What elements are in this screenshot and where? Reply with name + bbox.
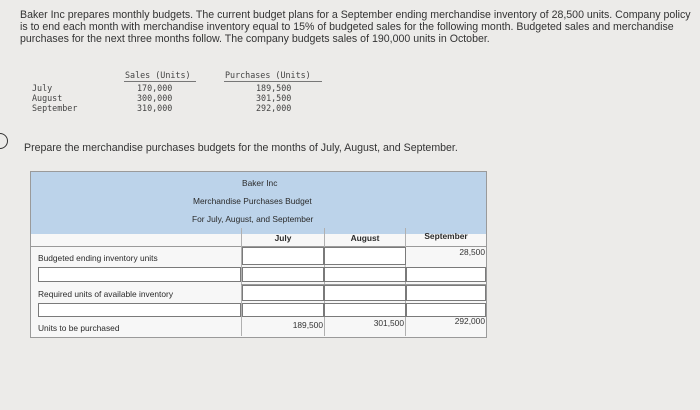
budget-subtitle: For July, August, and September xyxy=(192,214,314,224)
ending-inventory-august-input[interactable] xyxy=(324,247,406,265)
row-month: July xyxy=(32,83,53,93)
blank-row-2-label-input[interactable] xyxy=(38,303,241,317)
column-header-august: August xyxy=(350,233,380,243)
purchases-header-underline xyxy=(224,81,322,82)
company-name: Baker Inc xyxy=(242,178,278,188)
row-purchases: 292,000 xyxy=(256,103,292,113)
row-sales: 310,000 xyxy=(137,103,173,113)
grid-line xyxy=(405,228,406,336)
required-july-input[interactable] xyxy=(242,285,324,301)
row-month: September xyxy=(32,103,78,113)
blank-row-label-input[interactable] xyxy=(38,267,241,282)
required-september-input[interactable] xyxy=(406,285,486,301)
row-label-required: Required units of available inventory xyxy=(38,289,174,299)
blank-row-2-august-input[interactable] xyxy=(324,303,406,317)
sales-header-underline xyxy=(124,81,196,82)
column-header-september: September xyxy=(424,231,468,241)
question-bullet-icon xyxy=(0,133,8,149)
problem-statement: Baker Inc prepares monthly budgets. The current budget plans for a September ending merchandise inventory of 28,500 units. Company policy is to end each month with merchandise inventory equal to 15% of budgeted sales for the following month. Budgeted sales and merchandise purchases for the next three months follow. The company budgets sales of 190,000 units in October. xyxy=(20,9,691,45)
grid-line xyxy=(241,228,242,336)
sales-header: Sales (Units) xyxy=(125,70,191,80)
blank-row-2-september-input[interactable] xyxy=(406,303,486,317)
ending-inventory-september: 28,500 xyxy=(459,247,485,257)
row-purchases: 301,500 xyxy=(256,93,292,103)
instruction-text: Prepare the merchandise purchases budgets for the months of July, August, and September. xyxy=(24,142,458,154)
blank-row-2-july-input[interactable] xyxy=(242,303,324,317)
column-header-july: July xyxy=(274,233,292,243)
blank-row-august-input[interactable] xyxy=(324,267,406,282)
blank-row-september-input[interactable] xyxy=(406,267,486,282)
required-august-input[interactable] xyxy=(324,285,406,301)
purchased-september: 292,000 xyxy=(454,316,485,326)
purchased-july: 189,500 xyxy=(292,320,323,330)
budget-title: Merchandise Purchases Budget xyxy=(193,196,312,206)
ending-inventory-july-input[interactable] xyxy=(242,247,324,265)
row-sales: 170,000 xyxy=(137,83,173,93)
row-month: August xyxy=(32,93,63,103)
purchased-august: 301,500 xyxy=(373,318,404,328)
purchases-header: Purchases (Units) xyxy=(225,70,311,80)
row-label-purchased: Units to be purchased xyxy=(38,323,120,333)
row-label-ending-inventory: Budgeted ending inventory units xyxy=(38,253,158,263)
purchases-budget-table xyxy=(30,171,487,338)
row-purchases: 189,500 xyxy=(256,83,292,93)
blank-row-july-input[interactable] xyxy=(242,267,324,282)
row-sales: 300,000 xyxy=(137,93,173,103)
